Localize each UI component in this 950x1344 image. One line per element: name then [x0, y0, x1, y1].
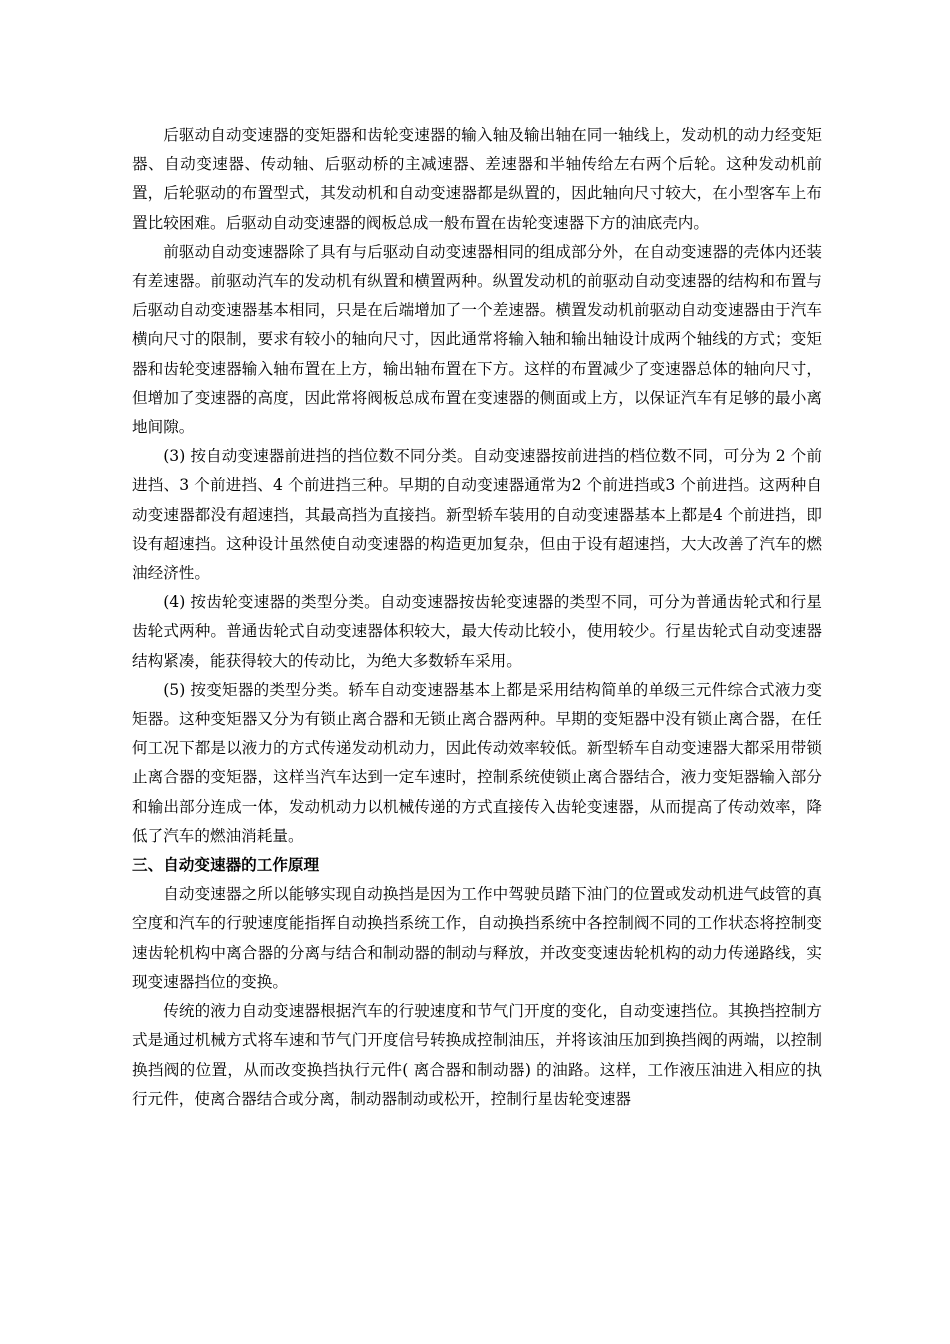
section-heading: 三、自动变速器的工作原理: [132, 856, 320, 875]
paragraph-forward-gears: (3) 按自动变速器前进挡的挡位数不同分类。自动变速器按前进挡的档位数不同，可分为 2 个前进挡、3 个前进挡、4 个前进挡三种。早期的自动变速器通常为2 个前进挡或3 个前进挡。这两种自动变速器都没有超速挡，其最高挡为直接挡。新型轿车装用的自动变速器基本上都是4 个前进挡，即设有超速挡。这种设计虽然使自动变速器的构造更加复杂，但由于设有超速挡，大大改善了汽车的燃油经济性。: [132, 447, 822, 583]
paragraph-rear-drive: 后驱动自动变速器的变矩器和齿轮变速器的输入轴及输出轴在同一轴线上，发动机的动力经变矩器、自动变速器、传动轴、后驱动桥的主减速器、差速器和半轴传给左右两个后轮。这种发动机前置，后轮驱动的布置型式，其发动机和自动变速器都是纵置的，因此轴向尺寸较大，在小型客车上布置比较困难。后驱动自动变速器的阀板总成一般布置在齿轮变速器下方的油底壳内。: [132, 126, 822, 232]
paragraph-front-drive: 前驱动自动变速器除了具有与后驱动自动变速器相同的组成部分外，在自动变速器的壳体内还装有差速器。前驱动汽车的发动机有纵置和横置两种。纵置发动机的前驱动自动变速器的结构和布置与后驱动自动变速器基本相同，只是在后端增加了一个差速器。横置发动机前驱动自动变速器由于汽车横向尺寸的限制，要求有较小的轴向尺寸，因此通常将输入轴和输出轴设计成两个轴线的方式；变矩器和齿轮变速器输入轴布置在上方，输出轴布置在下方。这样的布置减少了变速器总体的轴向尺寸，但增加了变速器的高度，因此常将阀板总成布置在变速器的侧面或上方，以保证汽车有足够的最小离地间隙。: [132, 242, 822, 437]
paragraph-gear-type: (4) 按齿轮变速器的类型分类。自动变速器按齿轮变速器的类型不同，可分为普通齿轮式和行星齿轮式两种。普通齿轮式自动变速器体积较大，最大传动比较小，使用较少。行星齿轮式自动变速器结构紧凑，能获得较大的传动比，为绝大多数轿车采用。: [132, 593, 822, 670]
paragraph-working-principle: 自动变速器之所以能够实现自动换挡是因为工作中驾驶员踏下油门的位置或发动机进气歧管的真空度和汽车的行驶速度能指挥自动换挡系统工作，自动换挡系统中各控制阀不同的工作状态将控制变速齿轮机构中离合器的分离与结合和制动器的制动与释放，并改变变速齿轮机构的动力传递路线，实现变速器挡位的变换。: [132, 885, 822, 991]
document-body: [132, 121, 822, 1114]
paragraph-hydraulic-control: 传统的液力自动变速器根据汽车的行驶速度和节气门开度的变化，自动变速挡位。其换挡控制方式是通过机械方式将车速和节气门开度信号转换成控制油压，并将该油压加到换挡阀的两端，以控制换挡阀的位置，从而改变换挡执行元件( 离合器和制动器) 的油路。这样，工作液压油进入相应的执行元件，使离合器结合或分离，制动器制动或松开，控制行星齿轮变速器: [132, 1002, 822, 1108]
paragraph-converter-type: (5) 按变矩器的类型分类。轿车自动变速器基本上都是采用结构简单的单级三元件综合式液力变矩器。这种变矩器又分为有锁止离合器和无锁止离合器两种。早期的变矩器中没有锁止离合器，在任何工况下都是以液力的方式传递发动机动力，因此传动效率较低。新型轿车自动变速器大都采用带锁止离合器的变矩器，这样当汽车达到一定车速时，控制系统使锁止离合器结合，液力变矩器输入部分和输出部分连成一体，发动机动力以机械传递的方式直接传入齿轮变速器，从而提高了传动效率，降低了汽车的燃油消耗量。: [132, 680, 822, 845]
